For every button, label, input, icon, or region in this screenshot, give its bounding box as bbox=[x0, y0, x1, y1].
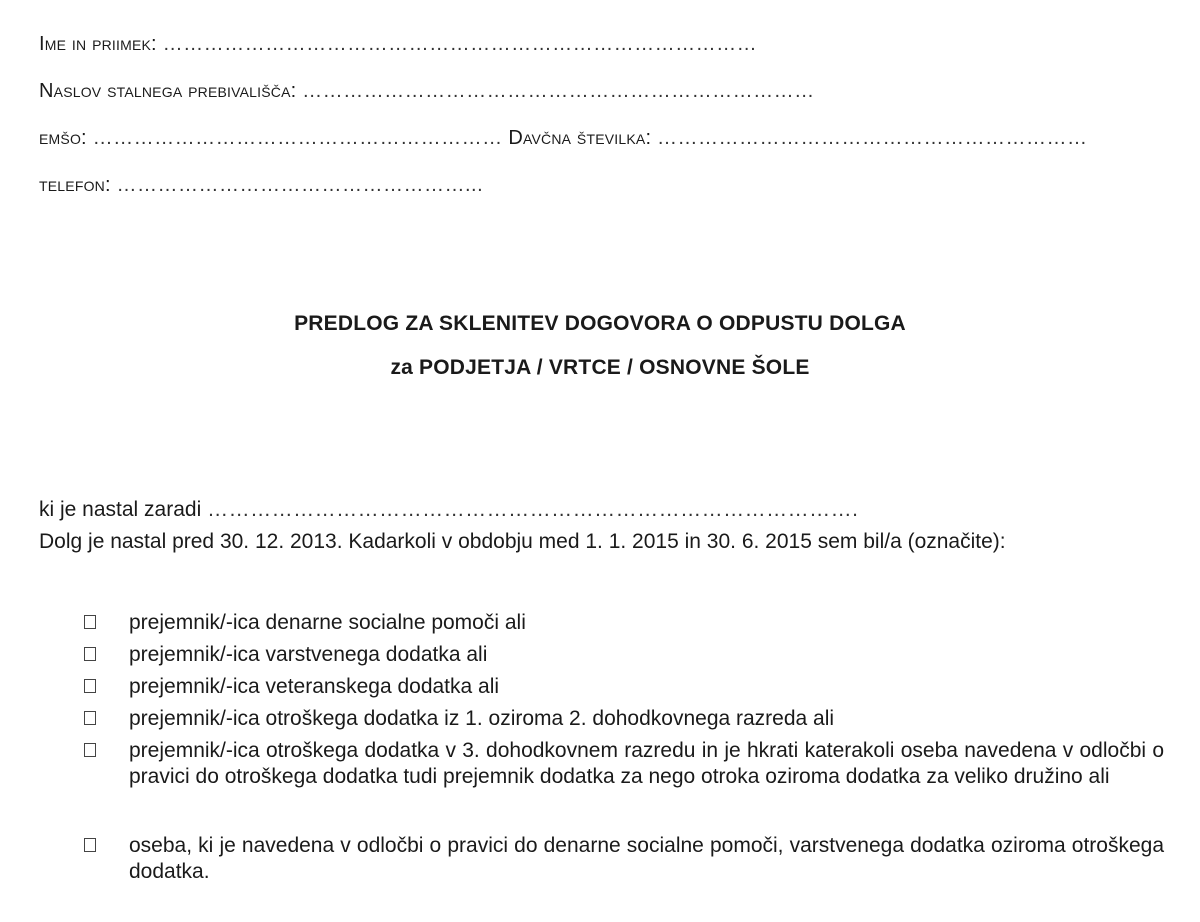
checkbox[interactable] bbox=[84, 615, 96, 629]
tax-dots: ……………………………………………………… bbox=[656, 127, 1088, 149]
document-subtitle: za PODJETJA / VRTCE / OSNOVNE ŠOLE bbox=[390, 356, 810, 379]
checkbox[interactable] bbox=[84, 743, 96, 757]
reason-dots: ………………………………………………………………………………. bbox=[207, 498, 859, 521]
option-item[interactable] bbox=[84, 706, 1164, 732]
document-title: PREDLOG ZA SKLENITEV DOGOVORA O ODPUSTU DOLGA bbox=[294, 312, 906, 335]
tax-label: avčna številka: bbox=[522, 127, 652, 149]
emso-tax-field bbox=[39, 126, 1087, 150]
debt-paragraph: Dolg je nastal pred 30. 12. 2013. Kadarkoli v obdobju med 1. 1. 2015 in 30. 6. 2015 sem bil/a (označite): bbox=[39, 530, 1006, 553]
phone-label: telefon: bbox=[39, 174, 111, 196]
option-item[interactable] bbox=[84, 674, 1164, 700]
option-label: prejemnik/-ica otroškega dodatka iz 1. oziroma 2. dohodkovnega razreda ali bbox=[129, 707, 835, 730]
address-dots: ………………………………………………………………… bbox=[302, 80, 815, 102]
address-label: aslov stalnega prebivališča: bbox=[53, 80, 297, 102]
phone-field bbox=[39, 173, 483, 197]
checkbox[interactable] bbox=[84, 679, 96, 693]
option-label: prejemnik/-ica varstvenega dodatka ali bbox=[129, 643, 488, 666]
option-item[interactable] bbox=[84, 642, 1164, 668]
name-dots: …………………………………………………………………………… bbox=[162, 33, 758, 55]
emso-label: emšo: bbox=[39, 127, 87, 149]
checkbox[interactable] bbox=[84, 647, 96, 661]
reason-line bbox=[39, 497, 858, 522]
address-label-cap: N bbox=[39, 80, 54, 102]
checkbox[interactable] bbox=[84, 711, 96, 725]
name-label: me in priimek: bbox=[44, 33, 157, 55]
option-label: oseba, ki je navedena v odločbi o pravici do denarne socialne pomoči, varstvenega dodatka oziroma otroškega dodatka. bbox=[129, 834, 1164, 883]
option-item[interactable] bbox=[84, 833, 1164, 887]
name-label-cap: I bbox=[39, 33, 45, 55]
reason-label: ki je nastal zaradi bbox=[39, 498, 202, 521]
option-label: prejemnik/-ica otroškega dodatka v 3. dohodkovnem razredu in je hkrati katerakoli oseba navedena v odločbi o pravici do otroškega dodatka tudi prejemnik dodatka za nego otroka oziroma dodatka za veliko družino ali bbox=[129, 739, 1164, 788]
address-field bbox=[39, 79, 815, 103]
option-item[interactable] bbox=[84, 738, 1164, 818]
name-field bbox=[39, 32, 757, 56]
option-label: prejemnik/-ica veteranskega dodatka ali bbox=[129, 675, 500, 698]
tax-label-cap: D bbox=[508, 127, 523, 149]
phone-dots: ……………………………………………... bbox=[116, 174, 484, 196]
checkbox[interactable] bbox=[84, 838, 96, 852]
emso-dots: …………………………………………………… bbox=[92, 127, 503, 149]
option-item[interactable] bbox=[84, 610, 1164, 636]
option-label: prejemnik/-ica denarne socialne pomoči ali bbox=[129, 611, 526, 634]
